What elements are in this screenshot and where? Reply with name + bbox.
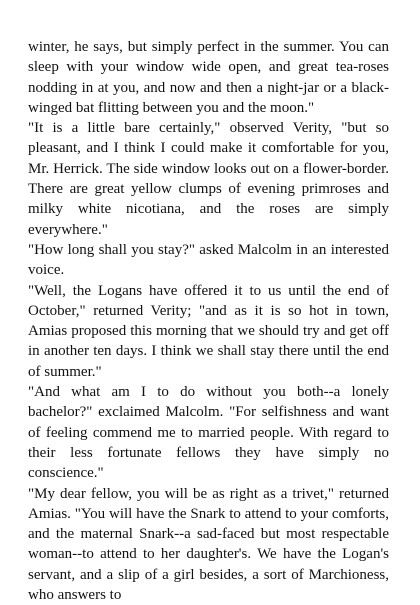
paragraph-4: "Well, the Logans have offered it to us until the end of October," returned Verity; "and as it is so hot in town, Amias proposed this morning that we should try and get off in another ten days. I think we shall stay there until the end of summer." [28,282,389,380]
paragraph-1: winter, he says, but simply perfect in the summer. You can sleep with your window wide open, and great tea-roses nodding in at you, and now and then a night-jar or a black-winged bat flitting between you and the moon." [28,39,389,116]
paragraph-3: "How long shall you stay?" asked Malcolm in an interested voice. [28,241,389,279]
paragraph-5: "And what am I to do without you both--a lonely bachelor?" exclaimed Malcolm. "For selfishness and want of feeling commend me to married people. With regard to their less fortunate fellows they have simply no conscience." [28,384,389,482]
paragraph-2: "It is a little bare certainly," observed Verity, "but so pleasant, and I think I could make it comfortable for you, Mr. Herrick. The side window looks out on a flower-border. There are great yellow clumps of evening primroses and milky white nicotiana, and the roses are simply everywhere." [28,120,389,238]
book-page-text [28,37,389,605]
paragraph-6: "My dear fellow, you will be as right as a trivet," returned Amias. "You will have the Snark to attend to your comforts, and the maternal Snark--a sad-faced but most respectable woman--to attend to her daughter's. We have the Logan's servant, and a slip of a girl besides, a sort of Marchioness, who answers to [28,485,389,604]
